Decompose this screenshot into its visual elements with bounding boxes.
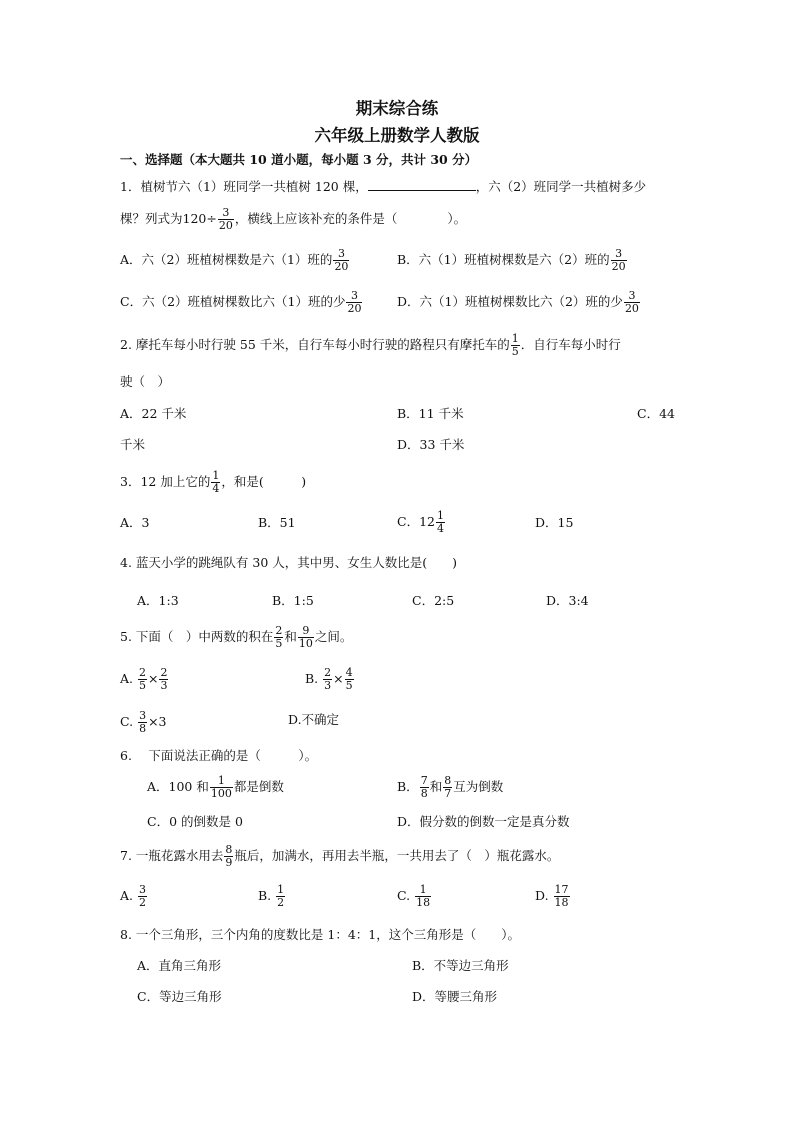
fraction: $\frac{3}{20}$ <box>611 247 626 274</box>
question-7-option-c[interactable]: C. $\frac{1}{18}$ <box>397 883 431 910</box>
fraction: $\frac{3}{20}$ <box>218 206 233 233</box>
fraction: $\frac{9}{10}$ <box>298 624 313 651</box>
fraction: $\frac{8}{7}$ <box>444 774 452 801</box>
question-4-option-a[interactable]: A．1:3 <box>137 593 179 608</box>
question-2-line-2: 驶（ ） <box>120 374 171 389</box>
page-title: 期末综合练 <box>355 99 439 118</box>
question-3-option-a[interactable]: A．3 <box>120 515 150 530</box>
fraction: $\frac{4}{5}$ <box>345 666 353 693</box>
question-8-option-a[interactable]: A．直角三角形 <box>137 958 222 973</box>
question-3-line-1: 3．12 加上它的 $\frac{1}{4}$ ，和是( ) <box>120 469 307 496</box>
page-subtitle: 六年级上册数学人教版 <box>314 126 480 145</box>
question-5-option-a[interactable]: A. $\frac{2}{5}$ × $\frac{2}{3}$ <box>120 666 168 693</box>
question-4-option-d[interactable]: D．3:4 <box>546 593 589 608</box>
question-4-line-1: 4. 蓝天小学的跳绳队有 30 人，其中男、女生人数比是( ) <box>120 555 458 570</box>
question-5-option-d[interactable]: D.不确定 <box>288 712 340 727</box>
question-5-option-c[interactable]: C. $\frac{3}{8}$ ×3 <box>120 709 167 736</box>
question-8-line-1: 8. 一个三角形，三个内角的度数比是 1：4：1，这个三角形是（ ）。 <box>120 927 520 942</box>
fraction: $\frac{2}{3}$ <box>324 666 332 693</box>
question-1-option-d[interactable]: D．六（1）班植树棵数比六（2）班的少 $\frac{3}{20}$ <box>397 289 639 316</box>
fraction: $\frac{8}{9}$ <box>225 843 233 870</box>
question-4-option-b[interactable]: B．1:5 <box>272 593 314 608</box>
fraction: $\frac{3}{20}$ <box>624 289 639 316</box>
question-6-option-b[interactable]: B． $\frac{7}{8}$ 和 $\frac{8}{7}$ 互为倒数 <box>397 774 504 801</box>
question-6-line-1: 6. 下面说法正确的是（ ）。 <box>120 748 318 763</box>
fraction: $\frac{3}{2}$ <box>139 883 146 910</box>
fraction: $\frac{1}{18}$ <box>416 883 431 910</box>
question-1-line-1: 1．植树节六（1）班同学一共植树 120 棵， ，六（2）班同学一共植树多少 <box>120 179 647 194</box>
question-3-option-c[interactable]: C．12 $\frac{1}{4}$ <box>397 509 444 536</box>
question-2-option-d[interactable]: D．33 千米 <box>397 437 465 452</box>
question-5-line-1: 5. 下面（ ）中两数的积在 $\frac{2}{5}$ 和 $\frac{9}{10}$ 之间。 <box>120 624 353 651</box>
question-6-option-c[interactable]: C．0 的倒数是 0 <box>147 814 243 829</box>
fraction: $\frac{7}{8}$ <box>420 774 428 801</box>
fraction: $\frac{3}{8}$ <box>139 709 147 736</box>
question-7-line-1: 7. 一瓶花露水用去 $\frac{8}{9}$ 瓶后，加满水，再用去半瓶，一共用去了（ ）瓶花露水。 <box>120 843 560 870</box>
question-5-option-b[interactable]: B. $\frac{2}{3}$ × $\frac{4}{5}$ <box>305 666 353 693</box>
fraction: $\frac{2}{5}$ <box>275 624 283 651</box>
fraction: $\frac{1}{5}$ <box>511 332 519 359</box>
question-7-option-b[interactable]: B. $\frac{1}{2}$ <box>258 883 285 910</box>
question-1-option-b[interactable]: B．六（1）班植树棵数是六（2）班的 $\frac{3}{20}$ <box>397 247 626 274</box>
question-1-option-c[interactable]: C．六（2）班植树棵数比六（1）班的少 $\frac{3}{20}$ <box>120 289 362 316</box>
question-2-option-b[interactable]: B．11 千米 <box>397 406 464 421</box>
question-3-option-d[interactable]: D．15 <box>535 515 574 530</box>
fraction: $\frac{2}{3}$ <box>160 666 168 693</box>
question-7-option-d[interactable]: D. $\frac{17}{18}$ <box>535 883 569 910</box>
fraction: $\frac{1}{2}$ <box>277 883 285 910</box>
question-6-option-a[interactable]: A．100 和 $\frac{1}{100}$ 都是倒数 <box>147 774 284 801</box>
question-8-option-d[interactable]: D．等腰三角形 <box>412 989 498 1004</box>
fraction: $\frac{2}{5}$ <box>139 666 146 693</box>
question-6-option-d[interactable]: D．假分数的倒数一定是真分数 <box>397 814 570 829</box>
question-7-option-a[interactable]: A. $\frac{3}{2}$ <box>120 883 146 910</box>
fraction: $\frac{1}{4}$ <box>436 509 444 536</box>
fraction: $\frac{1}{4}$ <box>212 469 220 496</box>
question-2-option-c-unit: 千米 <box>120 437 146 452</box>
question-2-line-1: 2. 摩托车每小时行驶 55 千米，自行车每小时行驶的路程只有摩托车的 $\frac{1}{5}$ ．自行车每小时行 <box>120 332 621 359</box>
question-2-option-c[interactable]: C．44 <box>637 406 675 421</box>
question-8-option-c[interactable]: C．等边三角形 <box>137 989 222 1004</box>
fraction: $\frac{3}{20}$ <box>334 247 349 274</box>
question-3-option-b[interactable]: B．51 <box>258 515 296 530</box>
fraction: $\frac{1}{100}$ <box>210 774 232 801</box>
question-1-line-2: 棵？列式为120÷ $\frac{3}{20}$ ，横线上应该补充的条件是（ ）。 <box>120 206 467 233</box>
question-2-option-a[interactable]: A．22 千米 <box>120 406 187 421</box>
question-1-option-a[interactable]: A．六（2）班植树棵数是六（1）班的 $\frac{3}{20}$ <box>120 247 349 274</box>
question-8-option-b[interactable]: B．不等边三角形 <box>412 958 509 973</box>
section-heading: 一、选择题（本大题共 10 道小题，每小题 3 分，共计 30 分） <box>120 152 478 167</box>
question-4-option-c[interactable]: C．2:5 <box>412 593 455 608</box>
answer-blank[interactable] <box>368 179 476 191</box>
fraction: $\frac{3}{20}$ <box>347 289 362 316</box>
fraction: $\frac{17}{18}$ <box>554 883 569 910</box>
